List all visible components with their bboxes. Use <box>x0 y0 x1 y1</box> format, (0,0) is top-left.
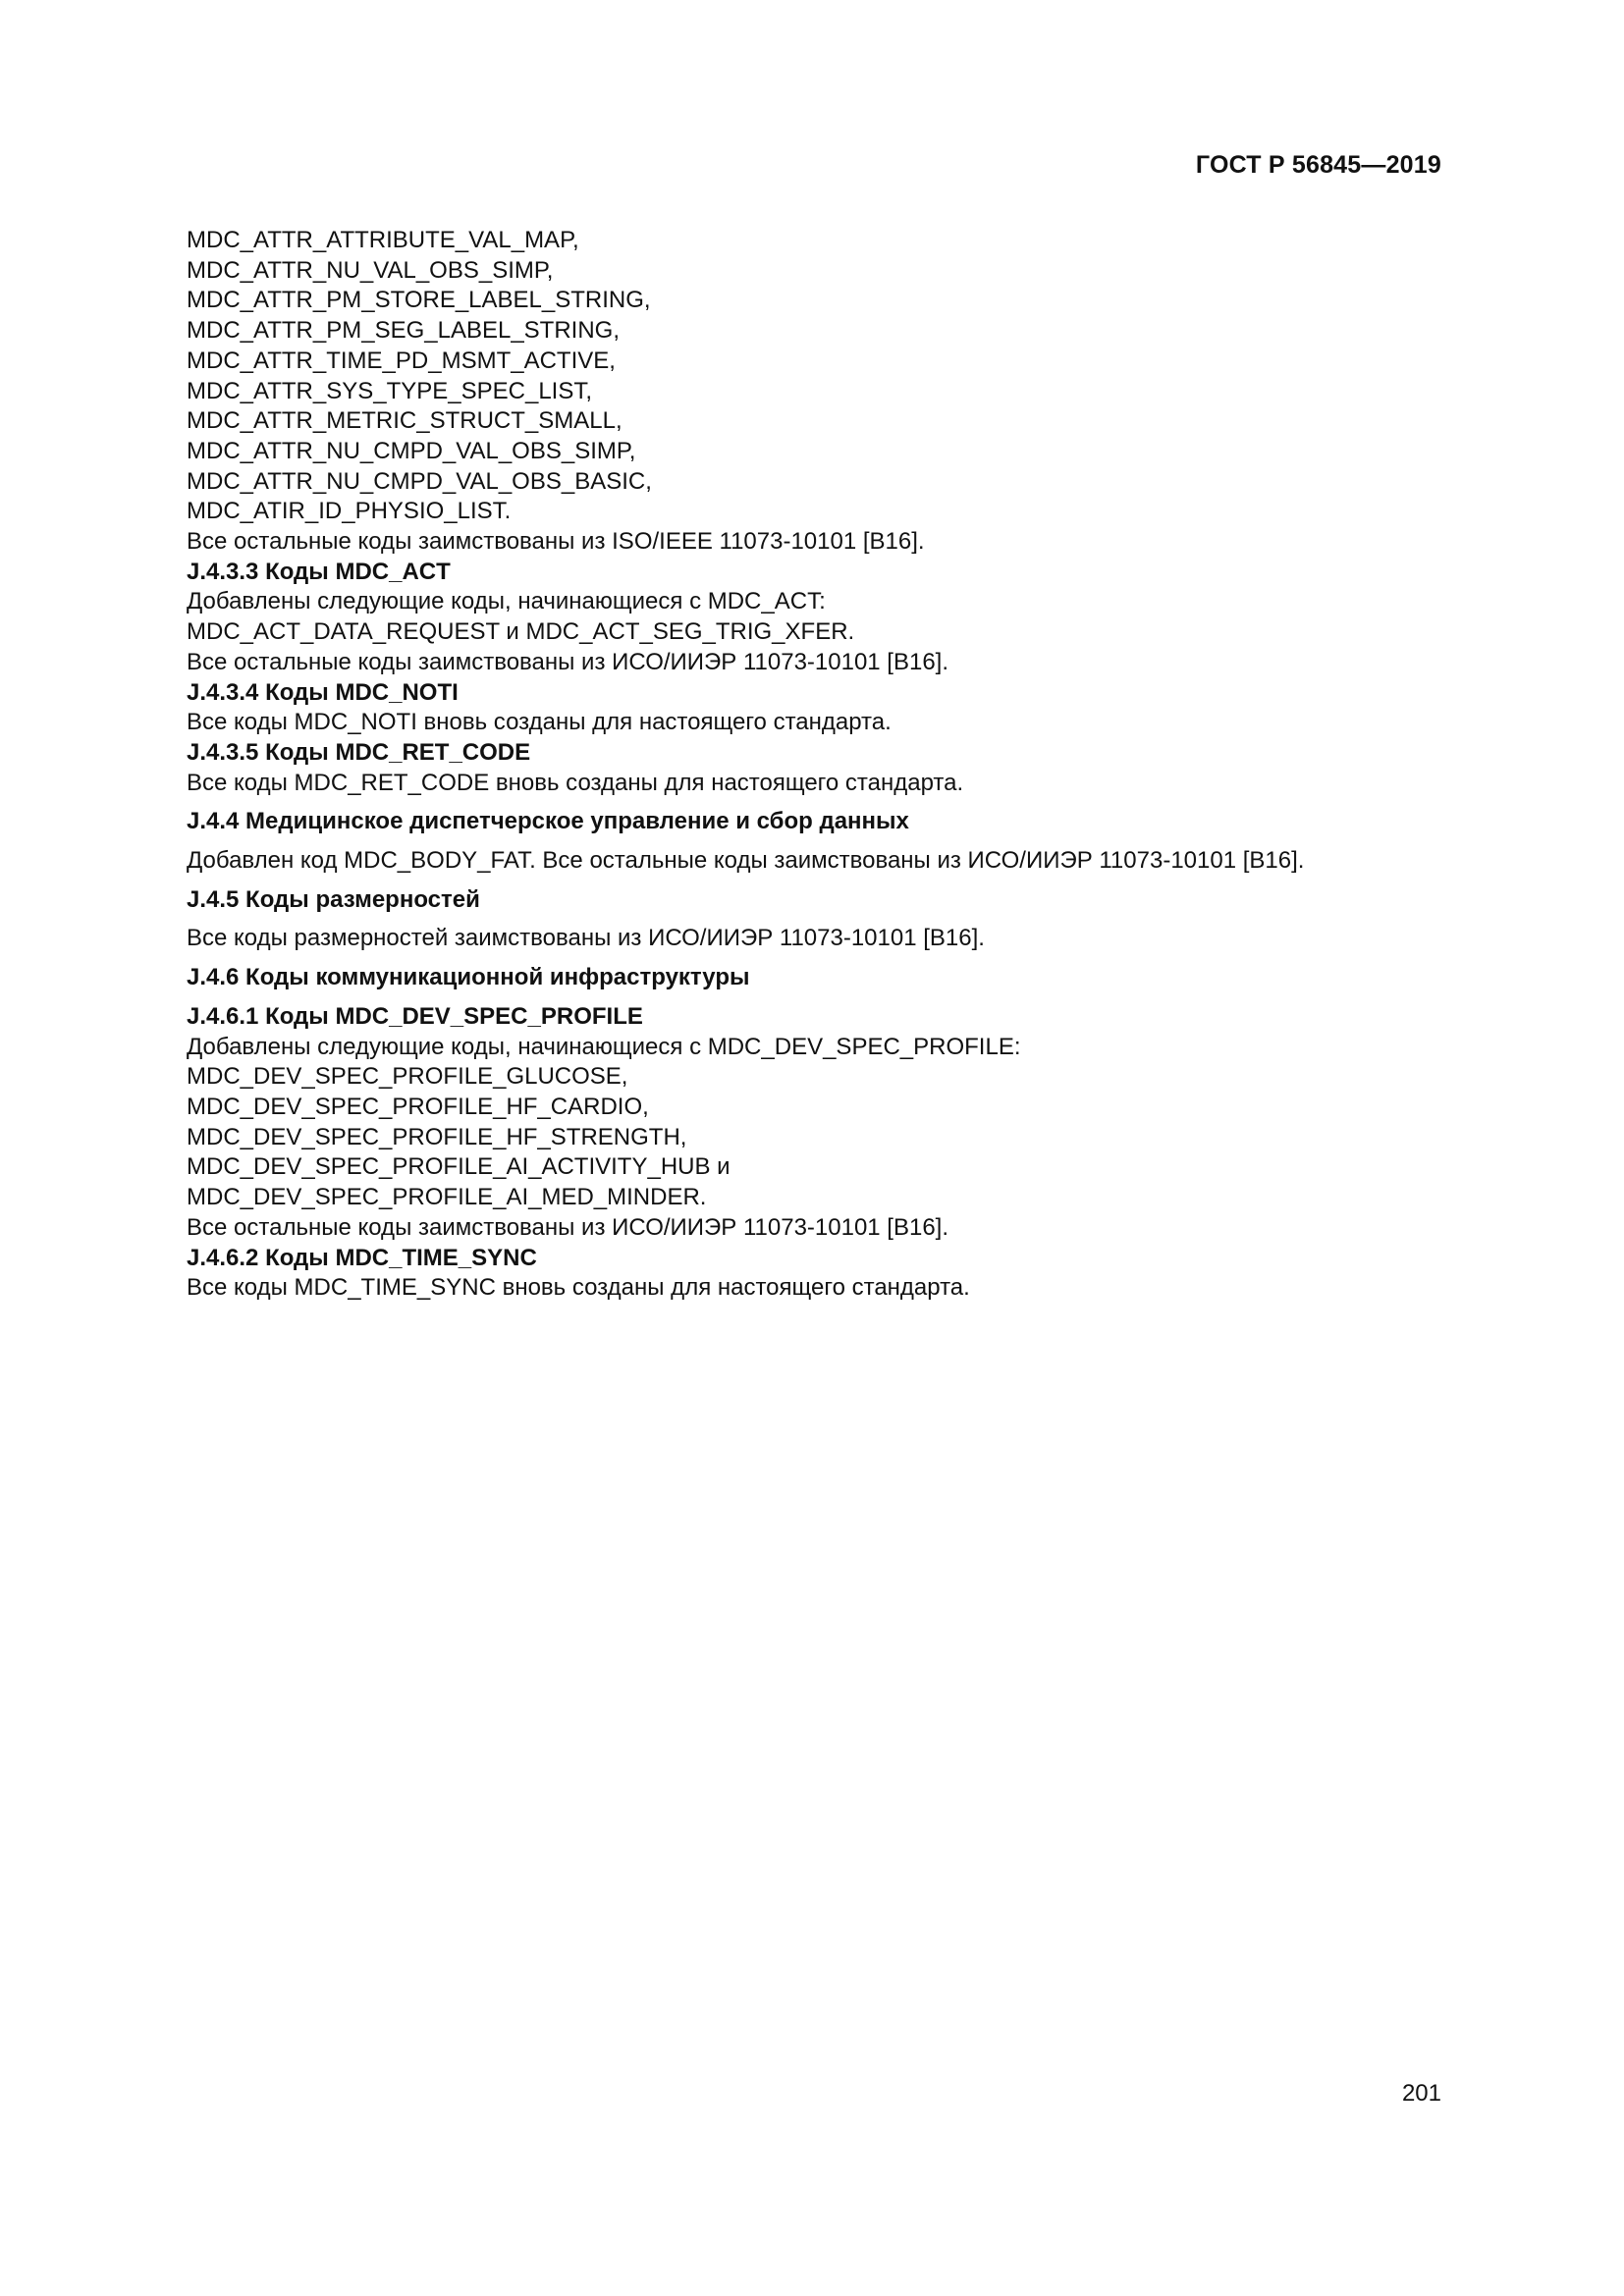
code-line: MDC_DEV_SPEC_PROFILE_AI_ACTIVITY_HUB и <box>187 1153 731 1181</box>
paragraph-line: Все коды MDC_RET_CODE вновь созданы для настоящего стандарта. <box>187 769 964 796</box>
code-line: MDC_ACT_DATA_REQUEST и MDC_ACT_SEG_TRIG_XFER. <box>187 618 855 646</box>
paragraph-line: Все коды MDC_NOTI вновь созданы для настоящего стандарта. <box>187 709 892 736</box>
section-heading-j434: J.4.3.4 Коды MDC_NOTI <box>187 678 459 706</box>
section-heading-j44: J.4.4 Медицинское диспетчерское управление и сбор данных <box>187 808 909 835</box>
code-line: MDC_DEV_SPEC_PROFILE_HF_STRENGTH, <box>187 1123 687 1150</box>
section-heading-j461: J.4.6.1 Коды MDC_DEV_SPEC_PROFILE <box>187 1002 643 1030</box>
paragraph-line: Добавлены следующие коды, начинающиеся с MDC_DEV_SPEC_PROFILE: <box>187 1033 1021 1060</box>
paragraph-line: Все коды размерностей заимствованы из ИСО/ИИЭР 11073-10101 [B16]. <box>187 925 985 952</box>
paragraph-line: Добавлен код MDC_BODY_FAT. Все остальные коды заимствованы из ИСО/ИИЭР 11073-10101 [B16]. <box>187 847 1305 875</box>
code-line: MDC_ATTR_NU_VAL_OBS_SIMP, <box>187 256 554 284</box>
section-heading-j435: J.4.3.5 Коды MDC_RET_CODE <box>187 738 531 766</box>
document-body <box>187 226 1453 1304</box>
code-line: MDC_ATTR_METRIC_STRUCT_SMALL, <box>187 407 623 435</box>
page-number: 201 <box>1401 2080 1441 2107</box>
paragraph-line: Добавлены следующие коды, начинающиеся с MDC_ACT: <box>187 588 826 615</box>
paragraph-line: Все остальные коды заимствованы из ISO/IEEE 11073-10101 [B16]. <box>187 528 925 556</box>
code-line: MDC_DEV_SPEC_PROFILE_HF_CARDIO, <box>187 1093 649 1120</box>
code-line: MDC_DEV_SPEC_PROFILE_AI_MED_MINDER. <box>187 1184 707 1211</box>
section-heading-j45: J.4.5 Коды размерностей <box>187 885 480 913</box>
section-heading-j46: J.4.6 Коды коммуникационной инфраструктуры <box>187 964 750 991</box>
section-heading-j433: J.4.3.3 Коды MDC_ACT <box>187 558 451 585</box>
code-line: MDC_ATTR_NU_CMPD_VAL_OBS_SIMP, <box>187 437 636 464</box>
code-line: MDC_ATIR_ID_PHYSIO_LIST. <box>187 498 512 525</box>
code-line: MDC_ATTR_TIME_PD_MSMT_ACTIVE, <box>187 347 616 374</box>
document-standard-header: ГОСТ Р 56845—2019 <box>1195 151 1441 179</box>
paragraph-line: Все остальные коды заимствованы из ИСО/ИИЭР 11073-10101 [B16]. <box>187 1213 949 1241</box>
paragraph-line: Все коды MDC_TIME_SYNC вновь созданы для настоящего стандарта. <box>187 1274 970 1302</box>
section-heading-j462: J.4.6.2 Коды MDC_TIME_SYNC <box>187 1244 537 1271</box>
code-line: MDC_ATTR_PM_SEG_LABEL_STRING, <box>187 317 621 345</box>
code-line: MDC_ATTR_PM_STORE_LABEL_STRING, <box>187 287 651 314</box>
code-line: MDC_DEV_SPEC_PROFILE_GLUCOSE, <box>187 1063 628 1091</box>
paragraph-line: Все остальные коды заимствованы из ИСО/ИИЭР 11073-10101 [B16]. <box>187 648 949 675</box>
code-line: MDC_ATTR_ATTRIBUTE_VAL_MAP, <box>187 227 579 253</box>
code-line: MDC_ATTR_SYS_TYPE_SPEC_LIST, <box>187 377 593 404</box>
code-line: MDC_ATTR_NU_CMPD_VAL_OBS_BASIC, <box>187 467 652 495</box>
